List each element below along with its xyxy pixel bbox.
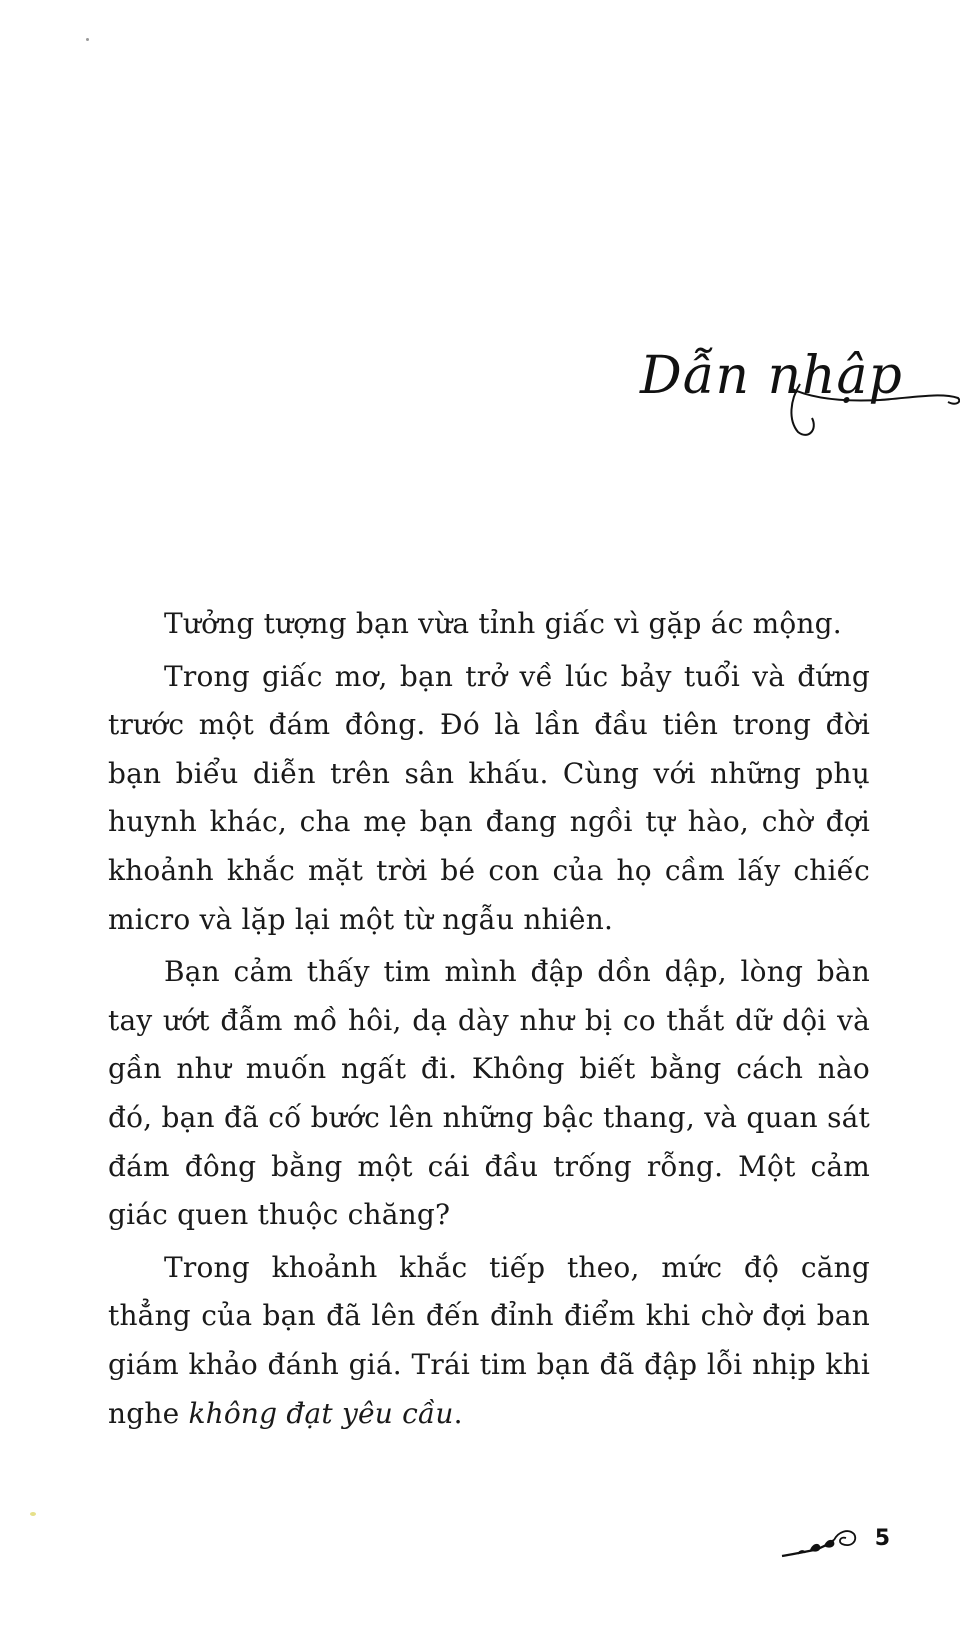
page-footer <box>780 1524 890 1564</box>
paragraph-4-text-before: Trong khoảnh khắc tiếp theo, mức độ căng thẳng của bạn đã lên đến đỉnh điểm khi chờ đợi ban giám khảo đánh giá. Trái tim bạn đã đập lỗi nhịp khi nghe <box>108 1250 870 1430</box>
paragraph-4 <box>108 1244 870 1438</box>
scan-speck <box>30 1512 36 1516</box>
paragraph-2: Trong giấc mơ, bạn trở về lúc bảy tuổi và đứng trước một đám đông. Đó là lần đầu tiên trong đời bạn biểu diễn trên sân khấu. Cùng với những phụ huynh khác, cha mẹ bạn đang ngồi tự hào, chờ đợi khoảnh khắc mặt trời bé con của họ cầm lấy chiếc micro và lặp lại một từ ngẫu nhiên. <box>108 659 870 936</box>
paragraph-4-text-after: . <box>453 1396 463 1430</box>
paragraph-4-italic: không đạt yêu cầu <box>188 1396 454 1430</box>
paragraph-1: Tưởng tượng bạn vừa tỉnh giấc vì gặp ác mộng. <box>164 607 842 640</box>
vine-ornament-icon <box>780 1524 862 1564</box>
body-text <box>108 600 870 1442</box>
page-number: 5 <box>874 1526 890 1551</box>
scan-speck <box>86 38 89 41</box>
paragraph-3: Bạn cảm thấy tim mình đập dồn dập, lòng bàn tay ướt đẫm mồ hôi, dạ dày như bị co thắt dữ dội và gần như muốn ngất đi. Không biết bằng cách nào đó, bạn đã cố bước lên những bậc thang, và quan sát đám đông bằng một cái đầu trống rỗng. Một cảm giác quen thuộc chăng? <box>108 955 870 1232</box>
chapter-title: Dẫn nhập <box>640 346 903 406</box>
